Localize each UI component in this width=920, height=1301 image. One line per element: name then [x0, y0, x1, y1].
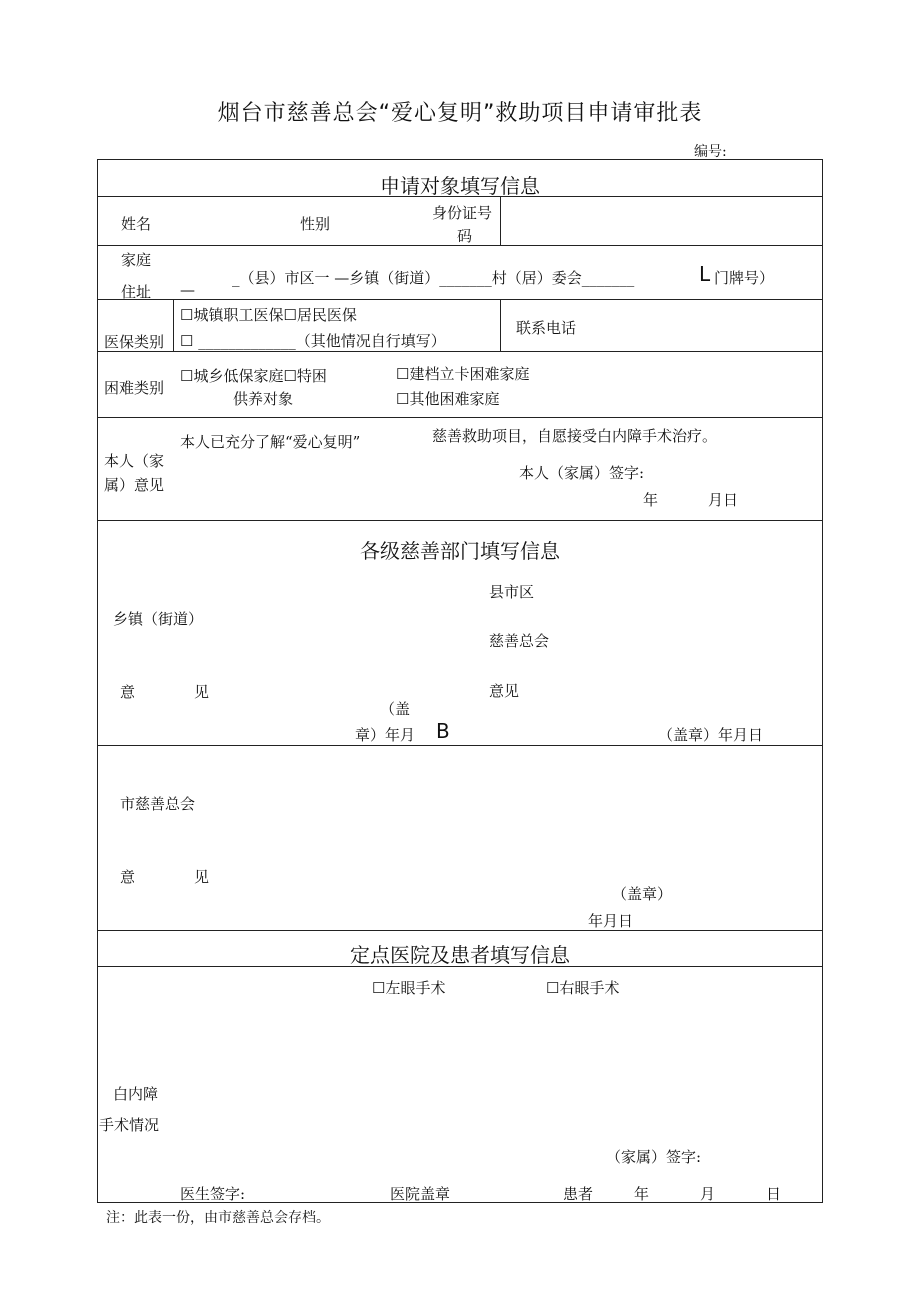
name-label: 姓名	[121, 215, 152, 233]
hardship-option-2: ☐建档立卡困难家庭	[396, 365, 530, 383]
opinion-label: 本人（家	[104, 452, 165, 470]
id-label: 身份证号	[432, 204, 493, 222]
insurance-option-1: ☐城镇职工医保☐居民医保	[180, 306, 357, 324]
row-divider	[97, 351, 823, 352]
address-mark: L	[699, 262, 711, 286]
row-divider	[97, 930, 823, 931]
town-stamp-date: 章）年月	[355, 726, 416, 744]
address-line: _（县）市区一 —乡镇（街道）_______村（居）委会_______	[232, 269, 635, 287]
city-opinion-b: 见	[194, 868, 210, 886]
hardship-label: 困难类别	[104, 379, 165, 397]
hardship-option-1: ☐城乡低保家庭☐特困	[180, 367, 327, 385]
city-label: 市慈善总会	[120, 795, 196, 813]
row-divider	[97, 299, 823, 300]
town-opinion-a: 意	[120, 683, 136, 701]
county-opinion: 意见	[489, 682, 520, 700]
right-eye-option: ☐右眼手术	[546, 979, 620, 997]
left-eye-option: ☐左眼手术	[372, 979, 446, 997]
county-label: 县市区	[489, 583, 535, 601]
doctor-signature: 医生签字:	[180, 1185, 246, 1203]
town-label: 乡镇（街道）	[113, 610, 204, 628]
applicant-signature: 本人（家属）签字:	[519, 464, 645, 482]
gender-label: 性别	[300, 215, 331, 233]
patient-date-month: 月	[700, 1185, 716, 1203]
section-heading-charity: 各级慈善部门填写信息	[360, 539, 560, 563]
address-label-cont: 住址	[121, 283, 152, 301]
surgery-label: 白内障	[113, 1085, 159, 1103]
city-opinion-a: 意	[120, 868, 136, 886]
section-heading-hospital: 定点医院及患者填写信息	[350, 943, 570, 967]
consent-text: 本人已充分了解“爱心复明”	[180, 433, 361, 451]
county-stamp-date: （盖章）年月日	[658, 726, 764, 744]
address-label: 家庭	[121, 251, 152, 269]
address-dash: —	[180, 281, 195, 299]
col-divider	[500, 299, 501, 351]
hospital-seal: 医院盖章	[390, 1185, 451, 1203]
patient-date-day: 日	[766, 1185, 782, 1203]
city-stamp: （盖章）	[612, 885, 673, 903]
serial-label: 编号:	[694, 144, 727, 160]
consent-text-cont: 慈善救助项目，自愿接受白内障手术治疗。	[432, 427, 718, 445]
address-end: 门牌号）	[714, 269, 775, 287]
section-heading-applicant: 申请对象填写信息	[380, 174, 540, 198]
town-opinion-b: 见	[194, 683, 210, 701]
date-month-day: 月日	[708, 491, 739, 509]
id-label-cont: 码	[457, 227, 473, 245]
family-signature: （家属）签字:	[606, 1148, 702, 1166]
surgery-label-cont: 手术情况	[99, 1116, 160, 1134]
row-divider	[97, 520, 823, 521]
col-divider	[173, 299, 174, 351]
hardship-option-3: ☐其他困难家庭	[396, 390, 500, 408]
footer-note: 注：此表一份，由市慈善总会存档。	[106, 1210, 330, 1226]
phone-label: 联系电话	[516, 319, 577, 337]
opinion-label-cont: 属）意见	[104, 476, 165, 494]
city-stamp-date: 年月日	[588, 912, 634, 930]
town-stamp-mark: B	[436, 719, 450, 743]
patient-label: 患者	[563, 1185, 594, 1203]
county-label-cont: 慈善总会	[489, 632, 550, 650]
date-year: 年	[643, 491, 659, 509]
insurance-option-2: ☐ _____________（其他情况自行填写）	[180, 332, 446, 350]
col-divider	[500, 196, 501, 245]
town-stamp: （盖	[380, 700, 411, 718]
patient-date-year: 年	[634, 1185, 650, 1203]
hardship-option-1-cont: 供养对象	[233, 390, 294, 408]
page-title: 烟台市慈善总会“爱心复明”救助项目申请审批表	[217, 101, 703, 126]
row-divider	[97, 745, 823, 746]
insurance-label: 医保类别	[104, 333, 165, 351]
row-divider	[97, 417, 823, 418]
